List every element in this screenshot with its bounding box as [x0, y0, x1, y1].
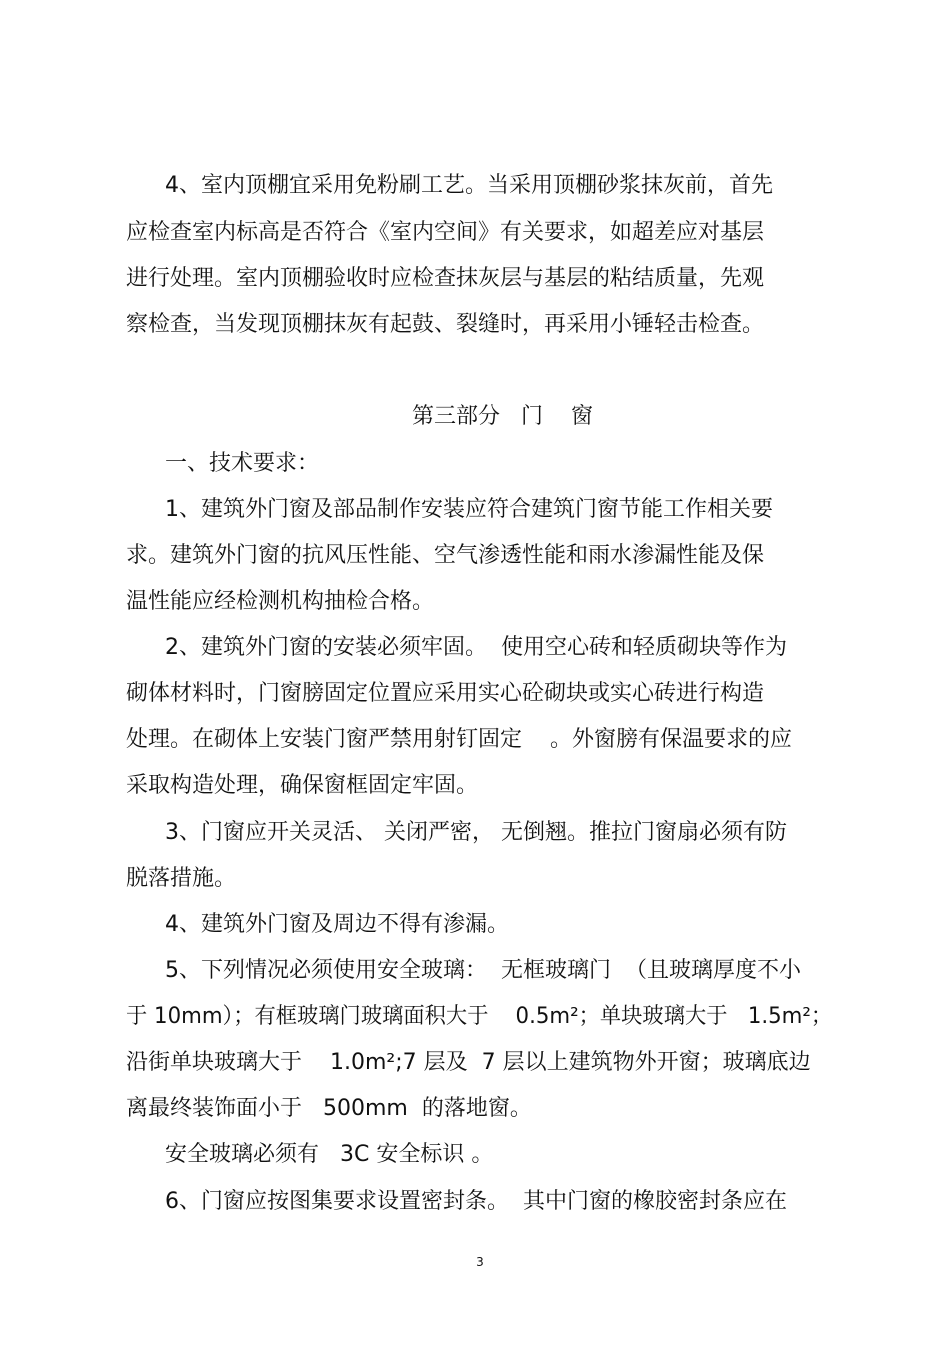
body-line: 安全玻璃必须有 3C 安全标识 。: [165, 1142, 494, 1167]
section-title: 第三部分 门 窗: [412, 404, 593, 429]
body-line: 2、建筑外门窗的安装必须牢固。 使用空心砖和轻质砌块等作为: [165, 635, 787, 660]
body-line: 3、门窗应开关灵活、 关闭严密， 无倒翘。推拉门窗扇必须有防: [165, 820, 787, 845]
body-line: 处理。在砌体上安装门窗严禁用射钉固定 。外窗膀有保温要求的应: [126, 727, 792, 752]
page-number: 3: [476, 1255, 484, 1269]
body-line: 离最终装饰面小于 500mm 的落地窗。: [126, 1096, 532, 1121]
body-line: 砌体材料时，门窗膀固定位置应采用实心砼砌块或实心砖进行构造: [126, 681, 765, 706]
body-line: 温性能应经检测机构抽检合格。: [126, 589, 435, 614]
body-line: 采取构造处理，确保窗框固定牢固。: [126, 773, 479, 798]
body-line: 1、建筑外门窗及部品制作安装应符合建筑门窗节能工作相关要: [165, 497, 773, 522]
body-line: 6、门窗应按图集要求设置密封条。 其中门窗的橡胶密封条应在: [165, 1189, 787, 1214]
body-line: 一、技术要求：: [165, 451, 320, 476]
body-line: 5、下列情况必须使用安全玻璃： 无框玻璃门 （且玻璃厚度不小: [165, 958, 801, 983]
body-line: 求。建筑外门窗的抗风压性能、空气渗透性能和雨水渗漏性能及保: [126, 543, 765, 568]
body-line: 应检查室内标高是否符合《室内空间》有关要求，如超差应对基层: [126, 220, 765, 245]
body-line: 进行处理。室内顶棚验收时应检查抹灰层与基层的粘结质量，先观: [126, 266, 765, 291]
body-line: 4、建筑外门窗及周边不得有渗漏。: [165, 912, 509, 937]
body-line: 察检查，当发现顶棚抹灰有起鼓、裂缝时，再采用小锤轻击检查。: [126, 312, 765, 337]
body-line: 4、室内顶棚宜采用免粉刷工艺。当采用顶棚砂浆抹灰前，首先: [165, 173, 773, 198]
body-line: 于 10mm）；有框玻璃门玻璃面积大于 0.5m²；单块玻璃大于 1.5m²；: [126, 1004, 833, 1029]
body-line: 沿街单块玻璃大于 1.0m²;7 层及 7 层以上建筑物外开窗；玻璃底边: [126, 1050, 811, 1075]
body-line: 脱落措施。: [126, 866, 237, 891]
